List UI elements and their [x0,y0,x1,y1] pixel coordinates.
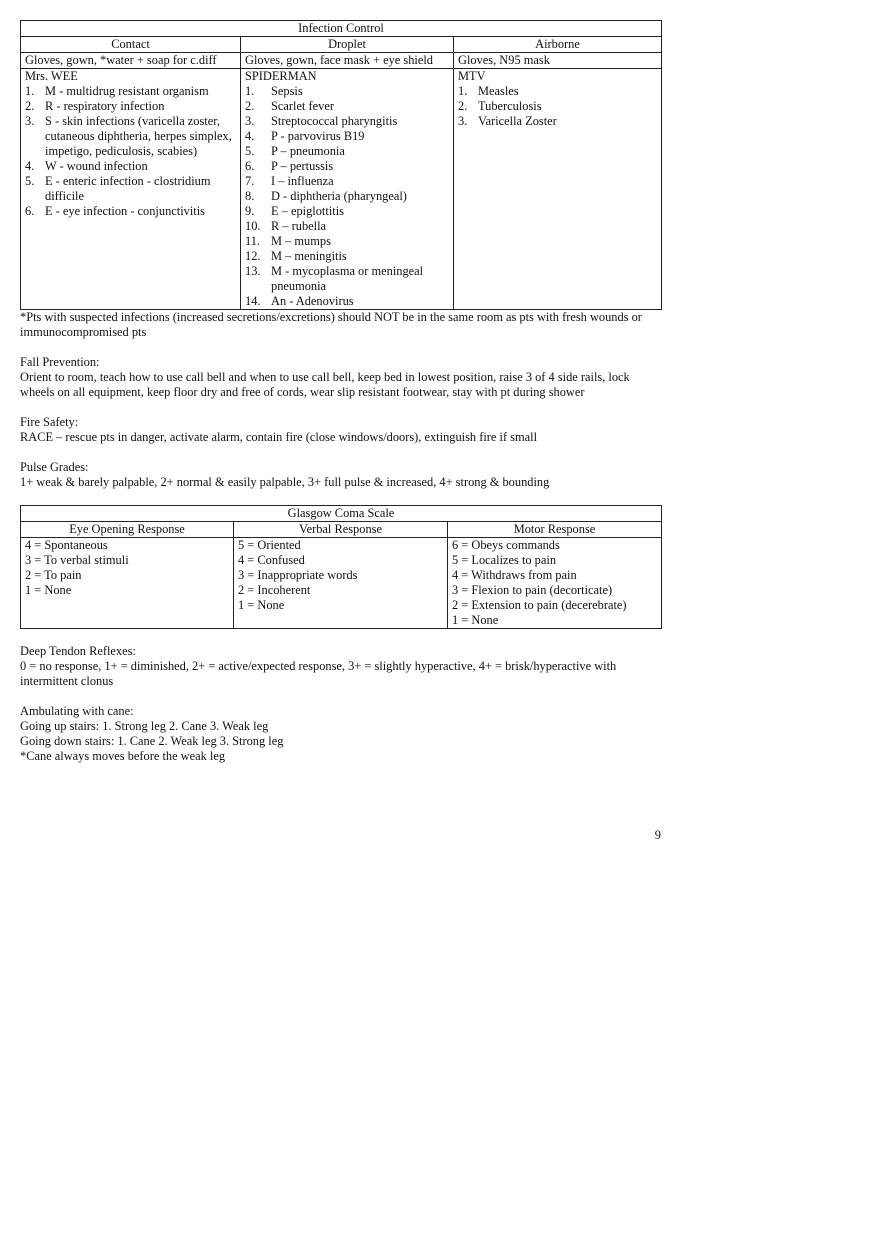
list-item: 1. Measles [458,84,519,98]
pulse-grades-heading: Pulse Grades: [20,460,89,474]
list-item: 2 = Extension to pain (decerebrate) [452,598,627,612]
list-item: 7. I – influenza [245,174,334,188]
list-item: 4 = Spontaneous [25,538,108,552]
cane-line-up: Going up stairs: 1. Strong leg 2. Cane 3. Weak leg [20,719,269,733]
infection-control-table [20,20,662,310]
list-item: 13. M - mycoplasma or meningeal pneumonia [245,264,424,293]
list-item: 12. M – meningitis [245,249,347,263]
droplet-header: Droplet [241,37,454,53]
cane-line-down: Going down stairs: 1. Cane 2. Weak leg 3. Strong leg [20,734,284,748]
list-item: 3 = To verbal stimuli [25,553,129,567]
list-item: 11. M – mumps [245,234,331,248]
contact-list [25,84,236,219]
fire-safety-text: RACE – rescue pts in danger, activate alarm, contain fire (close windows/doors), extinguish fire if small [20,430,538,444]
droplet-cell [241,69,454,310]
list-item: 2. Tuberculosis [458,99,542,113]
verbal-response-cell [234,538,448,629]
droplet-precautions: Gloves, gown, face mask + eye shield [241,53,454,69]
infection-note: *Pts with suspected infections (increased secretions/excretions) should NOT be in the same room as pts with fresh wounds or immunocompromised pts [20,310,642,339]
pulse-grades-text: 1+ weak & barely palpable, 2+ normal & easily palpable, 3+ full pulse & increased, 4+ strong & bounding [20,475,550,489]
motor-response-header: Motor Response [448,522,662,538]
list-item: 9. E – epiglottitis [245,204,344,218]
page-number: 9 [654,828,661,842]
list-item: 6. P – pertussis [245,159,334,173]
list-item: 4 = Confused [238,553,305,567]
deep-tendon-text: 0 = no response, 1+ = diminished, 2+ = active/expected response, 3+ = slightly hyperactive, 4+ = brisk/hyperactive with intermittent clonus [20,659,617,688]
cane-line-note: *Cane always moves before the weak leg [20,749,226,763]
airborne-list [458,84,657,129]
airborne-header: Airborne [454,37,662,53]
list-item: 4 = Withdraws from pain [452,568,577,582]
document-page [20,20,661,764]
list-item: 5. P – pneumonia [245,144,345,158]
list-item: 3 = Inappropriate words [238,568,358,582]
list-item: 14. An - Adenovirus [245,294,354,308]
fall-prevention-text: Orient to room, teach how to use call bell and when to use call bell, keep bed in lowest position, raise 3 of 4 side rails, lock wheels on all equipment, keep floor dry and free of cords, wear slip resistant footwear, stay with pt during shower [20,370,630,399]
list-item: 3. S - skin infections (varicella zoster, cutaneous diphtheria, herpes simplex, impetigo, pediculosis, scabies) [25,114,232,158]
contact-cell [21,69,241,310]
deep-tendon-heading: Deep Tendon Reflexes: [20,644,136,658]
list-item: 10. R – rubella [245,219,327,233]
fire-safety-heading: Fire Safety: [20,415,79,429]
fall-prevention-heading: Fall Prevention: [20,355,100,369]
airborne-precautions: Gloves, N95 mask [454,53,662,69]
eye-opening-header: Eye Opening Response [21,522,234,538]
contact-header: Contact [21,37,241,53]
airborne-cell [454,69,662,310]
verbal-response-header: Verbal Response [234,522,448,538]
list-item: 1 = None [25,583,72,597]
glasgow-coma-scale-table [20,505,662,629]
list-item: 5 = Localizes to pain [452,553,557,567]
infection-control-title: Infection Control [21,21,662,37]
list-item: 8. D - diphtheria (pharyngeal) [245,189,407,203]
list-item: 4. W - wound infection [25,159,148,173]
list-item: 2. Scarlet fever [245,99,334,113]
list-item: 5 = Oriented [238,538,301,552]
list-item: 1 = None [238,598,285,612]
glasgow-title: Glasgow Coma Scale [21,506,662,522]
list-item: 6 = Obeys commands [452,538,560,552]
list-item: 5. E - enteric infection - clostridium difficile [25,174,211,203]
contact-precautions: Gloves, gown, *water + soap for c.diff [21,53,241,69]
motor-response-cell [448,538,662,629]
list-item: 1. M - multidrug resistant organism [25,84,209,98]
list-item: 4. P - parvovirus B19 [245,129,365,143]
airborne-mnemonic: MTV [458,69,486,83]
list-item: 2. R - respiratory infection [25,99,165,113]
list-item: 3 = Flexion to pain (decorticate) [452,583,613,597]
droplet-mnemonic: SPIDERMAN [245,69,317,83]
contact-mnemonic: Mrs. WEE [25,69,78,83]
droplet-list [245,84,449,309]
list-item: 1 = None [452,613,499,627]
list-item: 1. Sepsis [245,84,303,98]
cane-heading: Ambulating with cane: [20,704,134,718]
list-item: 2 = Incoherent [238,583,311,597]
eye-opening-cell [21,538,234,629]
list-item: 3. Streptococcal pharyngitis [245,114,398,128]
list-item: 2 = To pain [25,568,82,582]
list-item: 6. E - eye infection - conjunctivitis [25,204,205,218]
list-item: 3. Varicella Zoster [458,114,557,128]
